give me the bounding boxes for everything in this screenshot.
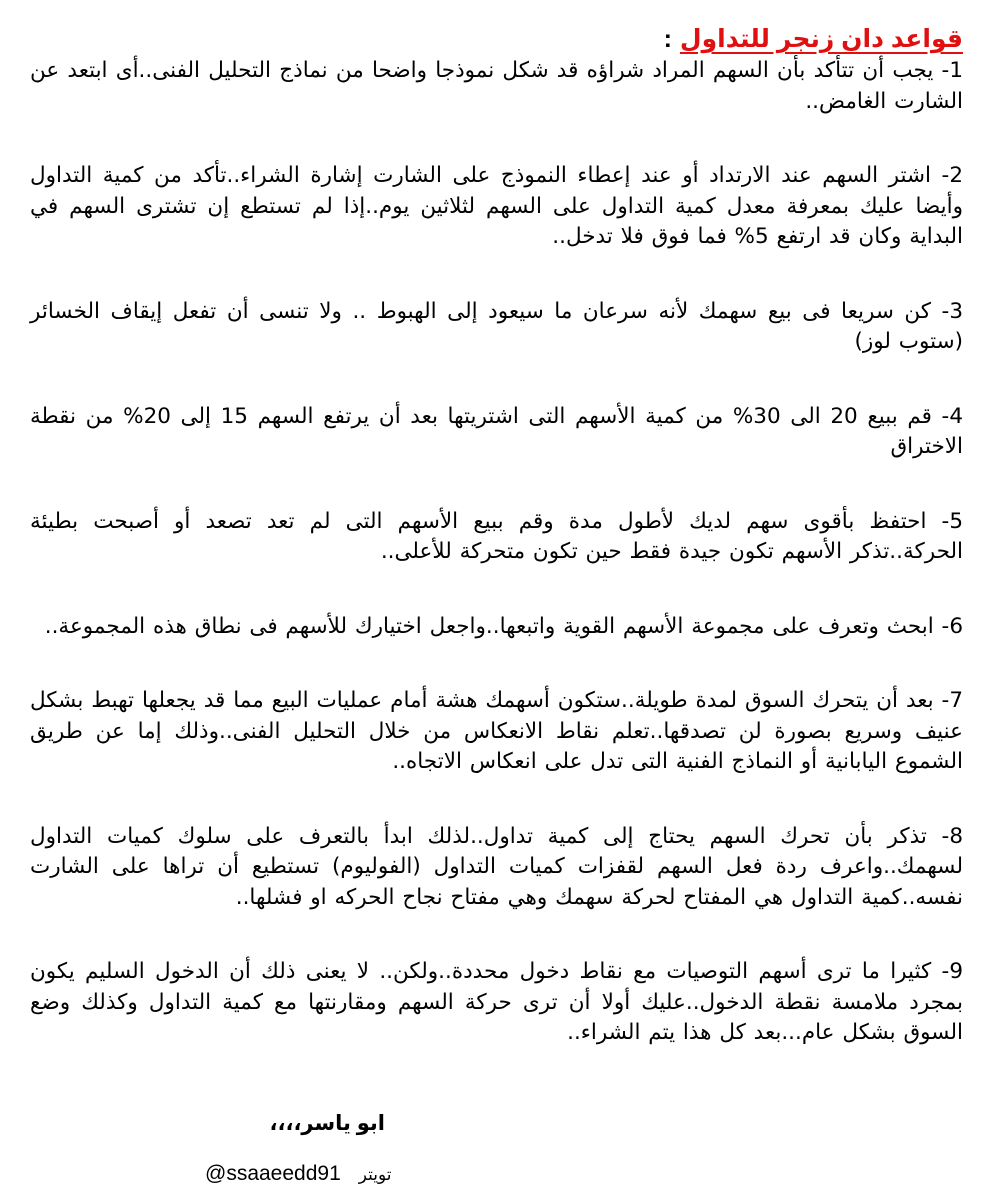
twitter-label: تويتر <box>358 1165 392 1184</box>
rule-7: 7- بعد أن يتحرك السوق لمدة طويلة..ستكون أسهمك هشة أمام عمليات البيع مما قد يجعلها تهبط بشكل عنيف وسريع بصورة لن تصدقها..تعلم نقاط الانعكاس من خلال التحليل الفنى..وذلك إما عن طريق الشموع اليابانية أو النماذج الفنية التى تدل على انعكاس الاتجاه.. <box>30 688 963 774</box>
rule-4: 4- قم ببيع 20 الى 30% من كمية الأسهم التى اشتريتها بعد أن يرتفع السهم 15 إلى 20% من نقطة الاختراق <box>30 403 963 459</box>
twitter-handle: @ssaaeedd91 <box>205 1162 341 1185</box>
title-colon: : <box>663 25 672 53</box>
rule-8: 8- تذكر بأن تحرك السهم يحتاج إلى كمية تداول..لذلك ابدأ بالتعرف على سلوك كميات التداول لسهمك..واعرف ردة فعل السهم لقفزات كميات التداول (الفوليوم) تستطيع أن تراها على الشارت نفسه..كمية التداول هي المفتاح لحركة سهمك وهي مفتاح نجاح الحركه او فشلها.. <box>30 823 963 910</box>
rule-2: 2- اشتر السهم عند الارتداد أو عند إعطاء النموذج على الشارت إشارة الشراء..تأكد من كمية التداول وأيضا عليك بمعرفة معدل كمية التداول على السهم لثلاثين يوم..إذا لم تستطع إن تشترى السهم في البداية وكان قد ارتفع 5% فما فوق فلا تدخل.. <box>30 163 963 249</box>
author-signature: ابو ياسر،،،، <box>269 1112 385 1135</box>
rule-3: 3- كن سريعا فى بيع سهمك لأنه سرعان ما سيعود إلى الهبوط .. ولا تنسى أن تفعل إيقاف الخسائر (ستوب لوز) <box>30 298 963 354</box>
page-title <box>30 22 963 56</box>
document-body <box>30 22 963 1093</box>
title-text: قواعد دان زنجر للتداول <box>679 25 963 53</box>
rule-1: 1- يجب أن تتأكد بأن السهم المراد شراؤه قد شكل نموذجا واضحا من نماذج التحليل الفنى..أى ابتعد عن الشارت الغامض.. <box>30 58 963 114</box>
rule-6: 6- ابحث وتعرف على مجموعة الأسهم القوية واتبعها..واجعل اختيارك للأسهم فى نطاق هذه المجموعة.. <box>44 613 963 639</box>
rule-5: 5- احتفظ بأقوى سهم لديك لأطول مدة وقم ببيع الأسهم التى لم تعد تصعد أو أصبحت بطيئة الحركة..تذكر الأسهم تكون جيدة فقط حين تكون متحركة للأعلى.. <box>30 508 963 564</box>
rule-9: 9- كثيرا ما ترى أسهم التوصيات مع نقاط دخول محددة..ولكن.. لا يعنى ذلك أن الدخول السليم يكون بمجرد ملامسة نقطة الدخول..عليك أولا أن ترى حركة السهم ومقارنتها مع كمية التداول وكذلك وضع السوق بشكل عام...بعد كل هذا يتم الشراء.. <box>30 959 963 1045</box>
twitter-footer <box>205 1162 392 1188</box>
